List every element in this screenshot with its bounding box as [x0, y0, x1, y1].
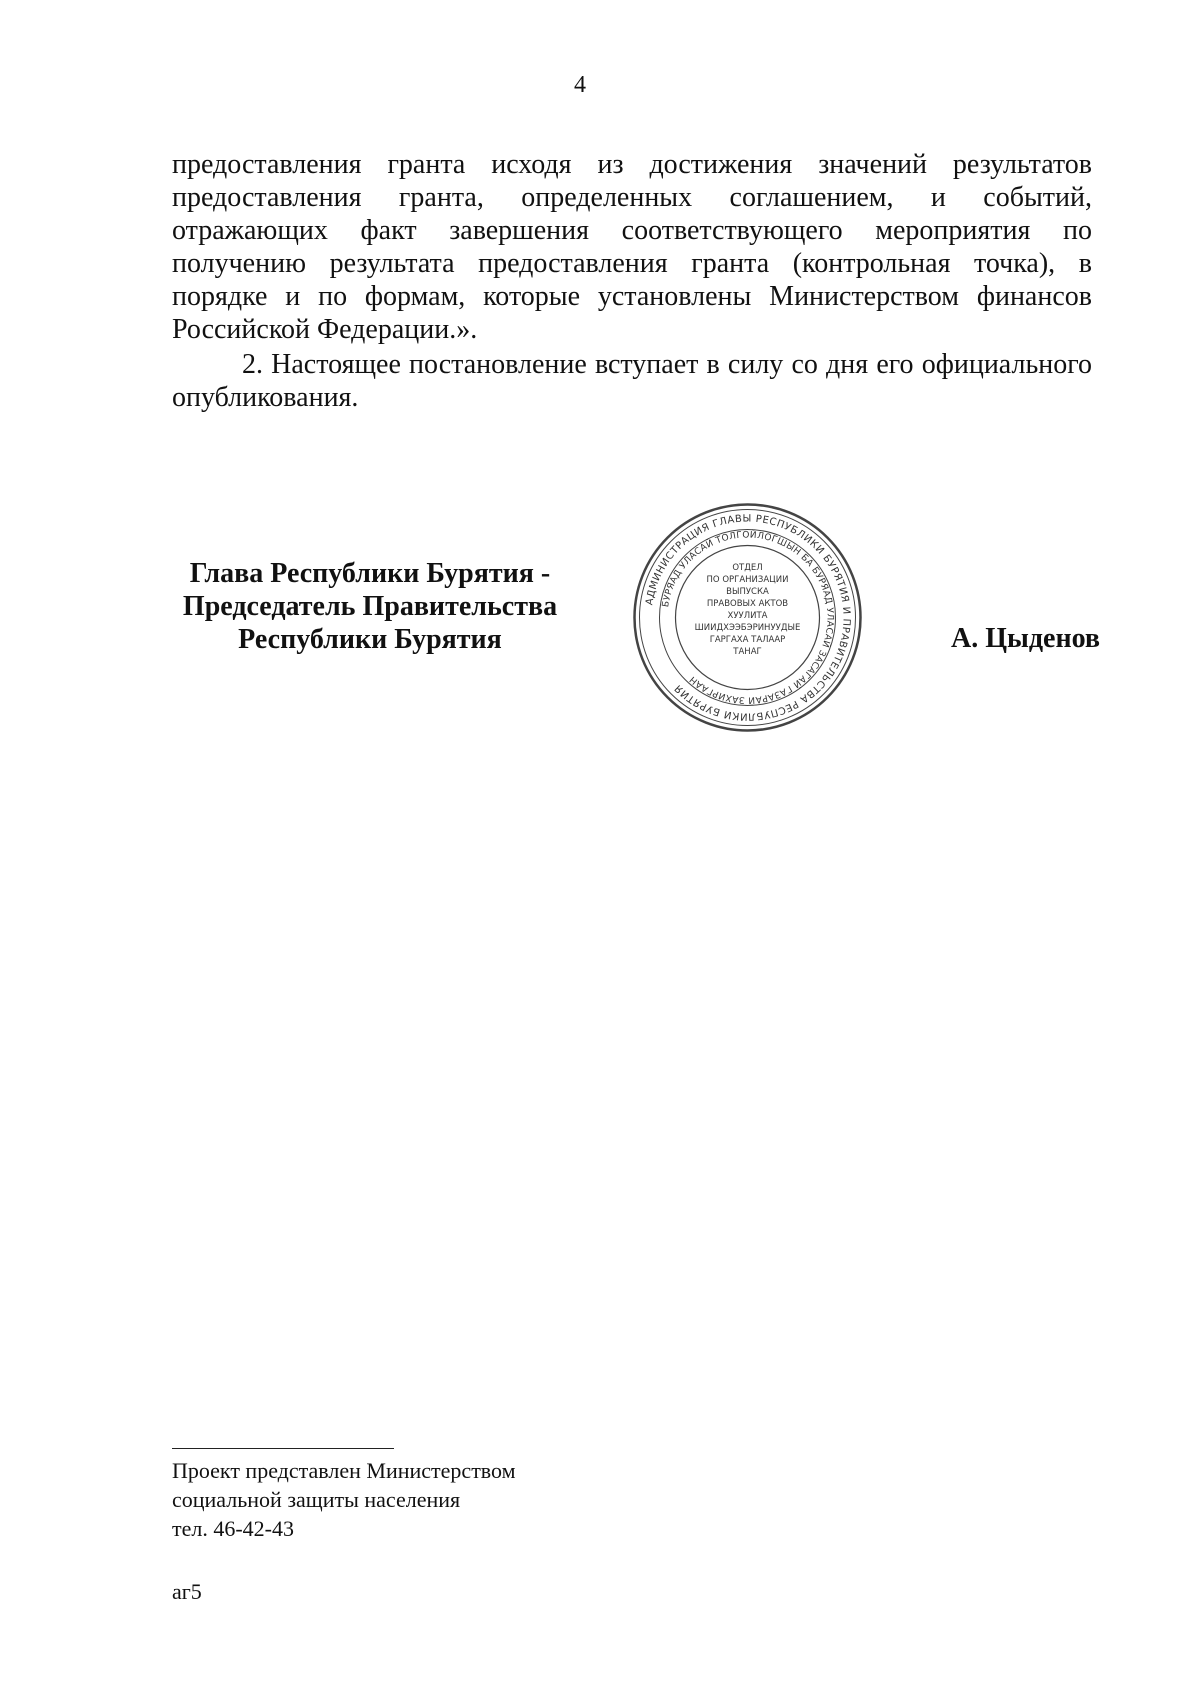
document-code: аг5 [172, 1579, 202, 1604]
seal-center-line: ТАНАГ [733, 647, 762, 657]
seal-center-line: ГАРГАХА ТАЛААР [709, 635, 786, 645]
seal-inner-text: БУРЯАД УЛАСАЙ ТОЛГОЙЛОГШЫН БА БУРЯАД УЛАСАЙ ЗАСАГАЙ ГАЗАРАЙ ЗАХИРГААН [661, 530, 835, 705]
footer-line: социальной защиты населения [172, 1487, 461, 1512]
footer-note [172, 1456, 672, 1543]
signatory-title-line: Председатель Правительства [182, 591, 558, 622]
seal-center-line: ПО ОРГАНИЗАЦИИ [706, 575, 789, 585]
official-seal-icon [630, 500, 865, 735]
seal-center-line: ПРАВОВЫХ АКТОВ [706, 599, 789, 609]
seal-center-line: ОТДЕЛ [732, 563, 763, 573]
seal-center-line: ХУУЛИТА [727, 611, 768, 621]
signatory-title-line: Республики Бурятия [238, 624, 502, 655]
seal-outer-text: АДМИНИСТРАЦИЯ ГЛАВЫ РЕСПУБЛИКИ БУРЯТИЯ И ПРАВИТЕЛЬСТВА РЕСПУБЛИКИ БУРЯТИЯ [644, 513, 852, 722]
footer-divider [172, 1448, 394, 1449]
paragraph-continuation: предоставления гранта исходя из достижения значений результатов предоставления гранта, определенных соглашением, и событий, отражающих факт завершения соответствующего мероприятия по получению результата предоставления гранта (контрольная точка), в порядке и по формам, которые установлены Министерством финансов Российской Федерации.». [172, 149, 1092, 345]
signatory-title-line: Глава Республики Бурятия - [189, 558, 551, 589]
paragraph-item-2: 2. Настоящее постановление вступает в силу со дня его официального опубликования. [172, 349, 1092, 413]
seal-center-line: ВЫПУСКА [726, 587, 769, 597]
signatory-name: А. Цыденов [950, 623, 1100, 654]
page-number: 4 [574, 72, 586, 98]
footer-line: тел. 46-42-43 [172, 1516, 295, 1541]
signatory-title [150, 557, 590, 656]
footer-line: Проект представлен Министерством [172, 1458, 516, 1483]
seal-center-line: ШИИДХЭЭБЭРИНУУДЫЕ [694, 623, 801, 633]
